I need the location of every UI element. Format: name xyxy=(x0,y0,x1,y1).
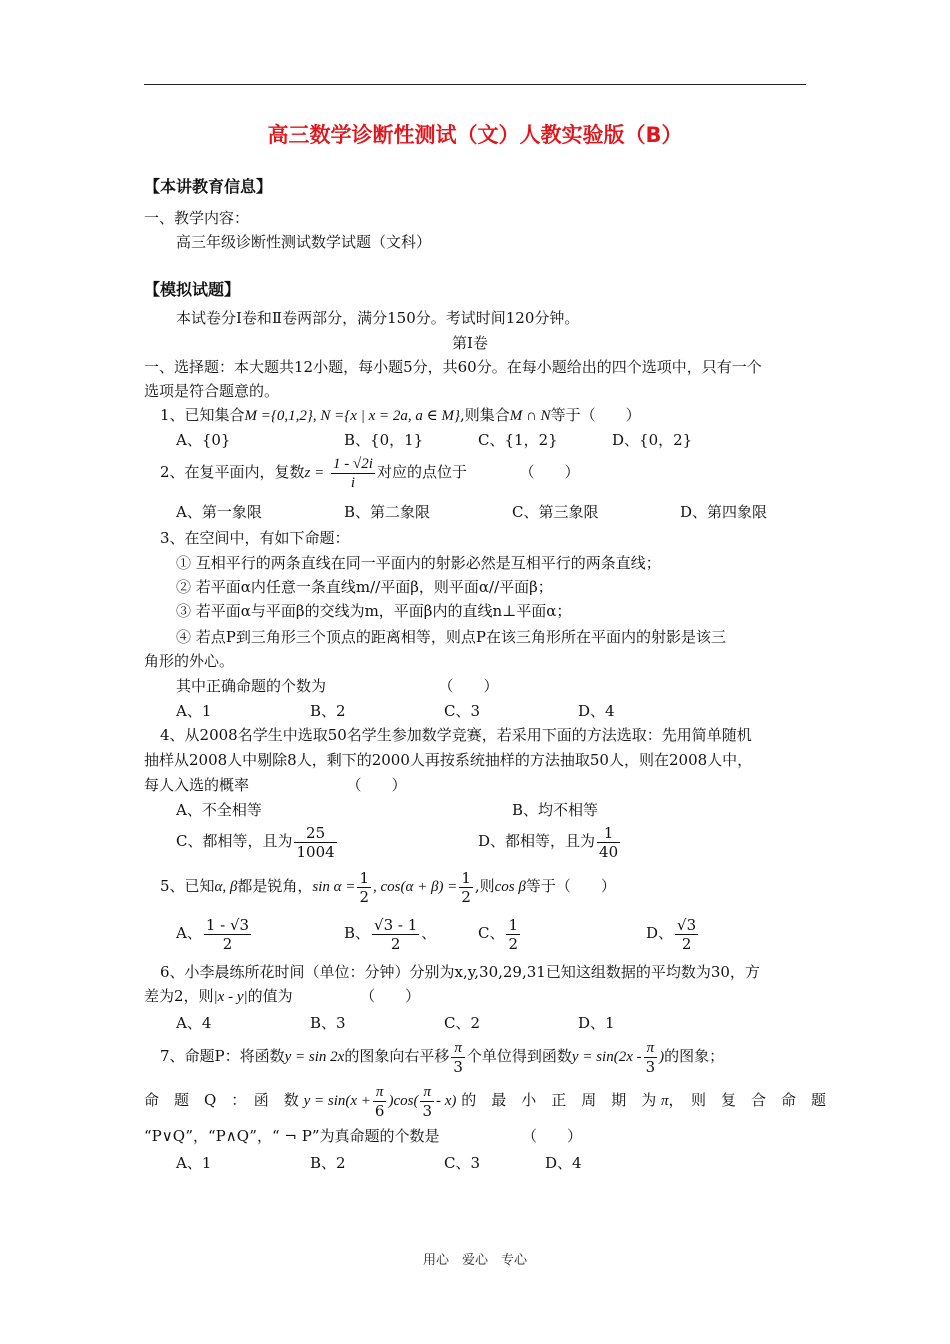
q5-b-fraction: $\frac{√3 - 1}{2}$ xyxy=(374,915,418,953)
q4-option-d: D、都相等，且为 $\frac{1}{40}$ xyxy=(478,823,619,861)
q6-option-c: C、2 xyxy=(444,1014,481,1032)
question-6-line-2: 差为2，则|x - y|的值为 （ ） xyxy=(144,987,421,1005)
question-7-line-3: “P∨Q”，“P∧Q”，“ ¬ P”为真命题的个数是 （ ） xyxy=(144,1127,583,1145)
q1-option-a: A、{0} xyxy=(176,431,231,449)
q7-target-fraction: $\frac{\pi}{3}$ xyxy=(645,1039,656,1076)
q1-option-d: D、{0，2} xyxy=(612,431,693,449)
q7-option-c: C、3 xyxy=(444,1154,481,1172)
q3-proposition-4b: 角形的外心。 xyxy=(144,652,235,670)
q2-option-b: B、第二象限 xyxy=(344,503,431,521)
q4-d-fraction: $\frac{1}{40}$ xyxy=(599,823,619,861)
question-6-line-1: 6、小李晨练所花时间（单位：分钟）分别为x,y,30,29,31已知这组数据的平均数为30，方 xyxy=(160,963,760,981)
q7-option-a: A、1 xyxy=(176,1154,212,1172)
intro-text: 本试卷分Ⅰ卷和Ⅱ卷两部分，满分150分。考试时间120分钟。 xyxy=(176,309,580,327)
header-rule xyxy=(144,84,806,85)
page-footer: 用心 爱心 专心 xyxy=(422,1253,527,1268)
q6-option-a: A、4 xyxy=(176,1014,212,1032)
content-text: 高三年级诊断性测试数学试题（文科） xyxy=(176,233,432,251)
q3-proposition-3: ③ 若平面α与平面β的交线为m，平面β内的直线n⊥平面α； xyxy=(176,602,572,620)
question-7-line-1: 7、命题P：将函数y = sin 2x的图象向右平移 $\frac{\pi}{3}$ 个单位得到函数y = sin(2x - $\frac{\pi}{3}$ )的图象； xyxy=(160,1039,725,1076)
question-1-stem: 1、已知集合M ={0,1,2}, N ={x | x = 2a, a ∈ M},则集合M ∩ N等于（ ） xyxy=(160,406,641,424)
q2-fraction: $\frac{1 - √2i}{i}$ xyxy=(333,455,373,491)
part1-label: 第Ⅰ卷 xyxy=(452,334,488,352)
question-4-line-3: 每人入选的概率 （ ） xyxy=(144,776,407,794)
q6-option-d: D、1 xyxy=(578,1014,615,1032)
q5-d-fraction: $\frac{√3}{2}$ xyxy=(677,915,697,953)
question-4-line-1: 4、从2008名学生中选取50名学生参加数学竞赛，若采用下面的方法选取：先用简单随机 xyxy=(160,726,752,744)
q5-option-a: A、 $\frac{1 - √3}{2}$ xyxy=(176,915,250,953)
q3-option-b: B、2 xyxy=(310,702,346,720)
q4-c-fraction: $\frac{25}{1004}$ xyxy=(296,823,335,861)
q1-option-b: B、{0，1} xyxy=(344,431,424,449)
page-title: 高三数学诊断性测试（文）人教实验版（B） xyxy=(267,123,683,147)
q3-option-d: D、4 xyxy=(578,702,615,720)
q7-q-fraction-1: $\frac{\pi}{6}$ xyxy=(374,1083,385,1120)
q4-option-c: C、都相等，且为 $\frac{25}{1004}$ xyxy=(176,823,335,861)
info-heading: 【本讲教育信息】 xyxy=(144,177,273,196)
q4-option-b: B、均不相等 xyxy=(512,801,599,819)
q7-q-fraction-2: $\frac{\pi}{3}$ xyxy=(422,1083,432,1120)
q3-option-c: C、3 xyxy=(444,702,481,720)
q6-option-b: B、3 xyxy=(310,1014,346,1032)
q3-proposition-4a: ④ 若点P到三角形三个顶点的距离相等，则点P在该三角形所在平面内的射影是该三 xyxy=(176,628,726,646)
q2-option-c: C、第三象限 xyxy=(512,503,599,521)
question-4-line-2: 抽样从2008人中剔除8人，剩下的2000人再按系统抽样的方法抽取50人，则在2008人中， xyxy=(144,751,753,769)
q7-option-b: B、2 xyxy=(310,1154,346,1172)
q2-option-a: A、第一象限 xyxy=(176,503,262,521)
q3-option-a: A、1 xyxy=(176,702,212,720)
choice-instruction-2: 选项是符合题意的。 xyxy=(144,382,280,400)
q4-option-a: A、不全相等 xyxy=(176,801,262,819)
q1-option-c: C、{1，2} xyxy=(478,431,558,449)
mock-heading: 【模拟试题】 xyxy=(144,280,241,299)
q5-sin-fraction: $\frac{1}{2}$ xyxy=(359,868,369,906)
q5-option-d: D、 $\frac{√3}{2}$ xyxy=(646,915,697,953)
q5-option-c: C、 $\frac{1}{2}$ xyxy=(478,915,519,953)
q5-a-fraction: $\frac{1 - √3}{2}$ xyxy=(205,915,250,953)
q3-proposition-1: ① 互相平行的两条直线在同一平面内的射影必然是互相平行的两条直线； xyxy=(176,554,661,572)
question-3-stem: 3、在空间中，有如下命题： xyxy=(160,529,350,547)
question-5-stem: 5、已知α, β都是锐角，sin α = $\frac{1}{2}$ , cos(α + β) = $\frac{1}{2}$ ,则cos β等于（ ） xyxy=(160,868,616,906)
q7-shift-fraction: $\frac{\pi}{3}$ xyxy=(453,1039,463,1076)
q5-c-fraction: $\frac{1}{2}$ xyxy=(508,915,519,953)
q5-option-b: B、 $\frac{√3 - 1}{2}$ 、 xyxy=(344,915,437,953)
q5-cos-fraction: $\frac{1}{2}$ xyxy=(461,868,471,906)
question-7-line-2: 命 题 Q ： 函 数 y = sin(x + $\frac{\pi}{6}$ )cos( $\frac{\pi}{3}$ - x) 的 最 小 正 周 期 为 π， 则 复 合 命 题 xyxy=(144,1083,827,1120)
q3-ask: 其中正确命题的个数为 （ ） xyxy=(176,677,499,695)
question-2-stem: 2、在复平面内，复数z = $\frac{1 - √2i}{i}$ 对应的点位于 （ ） xyxy=(160,455,580,491)
content-label: 一、教学内容： xyxy=(144,209,250,227)
q3-proposition-2: ② 若平面α内任意一条直线m//平面β，则平面α//平面β； xyxy=(176,578,553,596)
q7-option-d: D、4 xyxy=(545,1154,582,1172)
choice-instruction-1: 一、选择题：本大题共12小题，每小题5分，共60分。在每小题给出的四个选项中，只有一个 xyxy=(144,358,762,376)
q2-option-d: D、第四象限 xyxy=(680,503,768,521)
